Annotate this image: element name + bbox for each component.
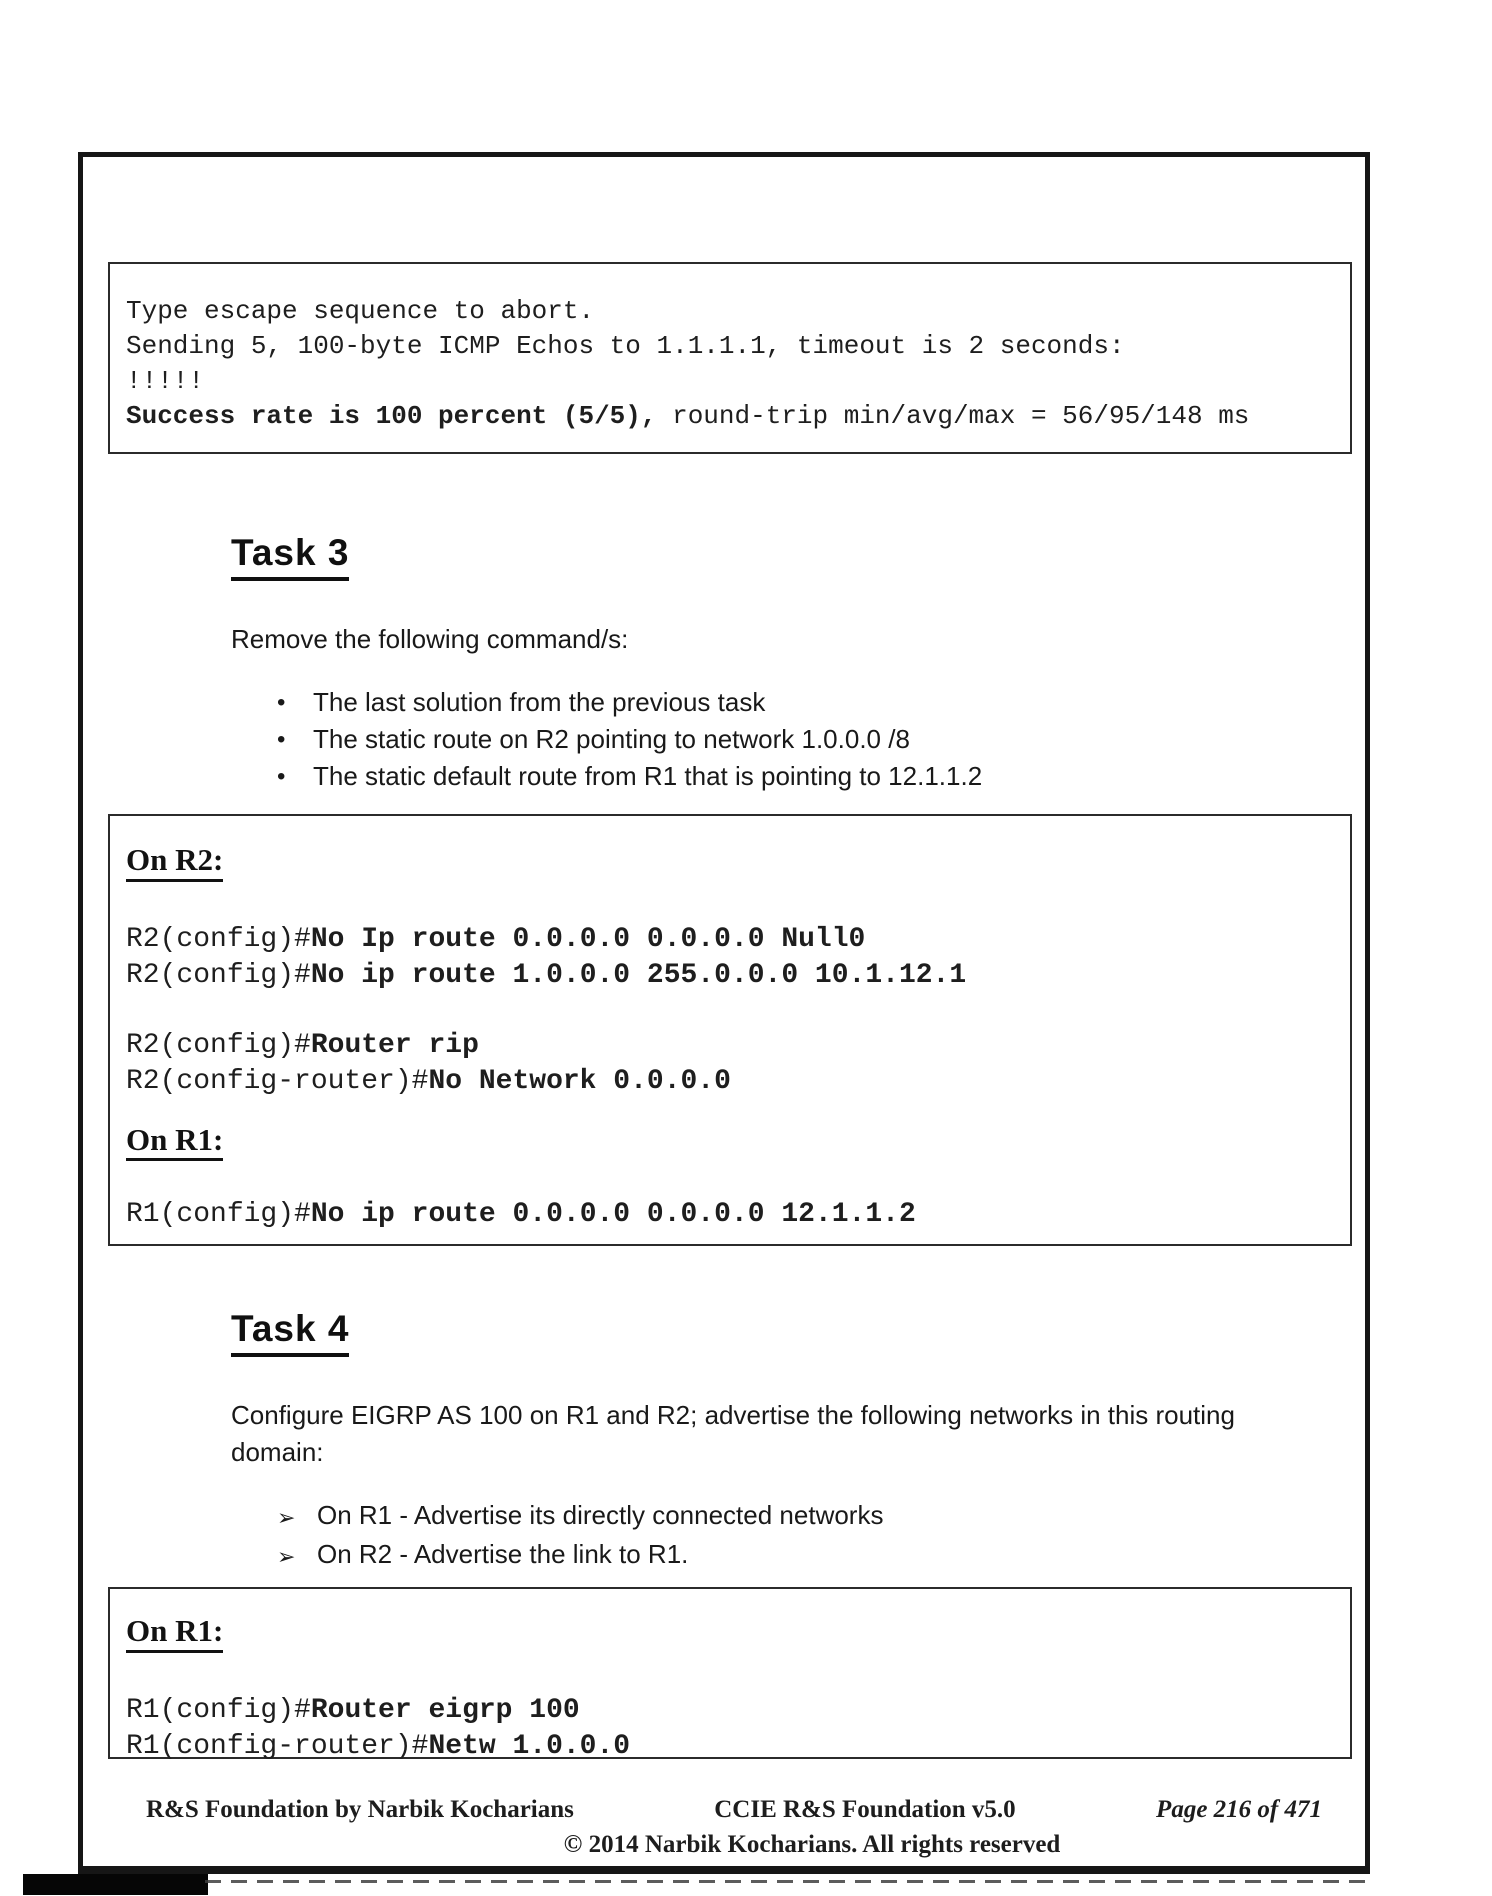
- task4-intro: [231, 1397, 1235, 1471]
- list-item: [277, 1536, 1235, 1575]
- cli-command: Router rip: [310, 1029, 479, 1061]
- cli-command: No Network 0.0.0.0: [428, 1065, 731, 1097]
- cli-prompt: R1(config)#: [126, 1199, 311, 1231]
- task4-title: Task 4: [231, 1308, 349, 1357]
- task3-bullet-list: [277, 684, 982, 795]
- terminal-line: Type escape sequence to abort.: [126, 296, 595, 326]
- bullet-text: The static default route from R1 that is pointing to 12.1.1.2: [313, 761, 983, 791]
- footer-row: [78, 1796, 1370, 1824]
- list-item: [277, 758, 982, 795]
- footer-copyright: © 2014 Narbik Kocharians. All rights reserved: [563, 1831, 1061, 1858]
- arrow-bullet-icon: ➢: [277, 1505, 296, 1530]
- page-footer: [78, 1796, 1370, 1859]
- bullet-icon: •: [277, 763, 286, 790]
- cli-command-line: [126, 922, 1342, 958]
- cli-command: Netw 1.0.0.0: [428, 1730, 631, 1762]
- bullet-text: On R2 - Advertise the link to R1.: [317, 1539, 689, 1569]
- cli-prompt: R2(config-router)#: [126, 1065, 429, 1097]
- task3-title: Task 3: [231, 532, 349, 581]
- success-rate-text: Success rate is 100 percent (5/5),: [126, 401, 657, 431]
- task4-solution-box: [108, 1587, 1352, 1762]
- cli-command-line: [126, 958, 1342, 994]
- bullet-icon: •: [277, 689, 286, 716]
- footer-book-title: R&S Foundation by Narbik Kocharians: [146, 1796, 574, 1823]
- bullet-text: The static route on R2 pointing to network 1.0.0.0 /8: [313, 724, 910, 754]
- cli-command-line: [126, 1028, 1342, 1064]
- bullet-text: The last solution from the previous task: [313, 687, 766, 717]
- cli-command: No Ip route 0.0.0.0 0.0.0.0 Null0: [310, 923, 866, 955]
- task4-bullet-list: [277, 1497, 1235, 1575]
- list-item: [277, 1497, 1235, 1536]
- cli-command: No ip route 0.0.0.0 0.0.0.0 12.1.1.2: [310, 1199, 916, 1231]
- cli-prompt: R2(config)#: [126, 1029, 311, 1061]
- terminal-line: !!!!!: [126, 366, 205, 396]
- task3-section: [231, 532, 982, 795]
- on-r2-heading: On R2:: [126, 842, 223, 882]
- cli-command-line: [126, 1693, 1342, 1729]
- cli-command-line: [126, 1729, 1342, 1765]
- on-r1-heading: On R1:: [126, 1613, 223, 1653]
- task4-intro-line2: domain:: [231, 1437, 324, 1467]
- cli-command: Router eigrp 100: [310, 1694, 580, 1726]
- task4-intro-line1: Configure EIGRP AS 100 on R1 and R2; advertise the following networks in this routing: [231, 1400, 1235, 1430]
- terminal-line: Sending 5, 100-byte ICMP Echos to 1.1.1.1, timeout is 2 seconds:: [126, 331, 1125, 361]
- task4-section: [231, 1308, 1235, 1575]
- bullet-text: On R1 - Advertise its directly connected networks: [317, 1500, 884, 1530]
- cli-prompt: R2(config)#: [126, 923, 311, 955]
- cli-prompt: R2(config)#: [126, 959, 311, 991]
- on-r1-heading: On R1:: [126, 1122, 223, 1162]
- terminal-line: [126, 399, 1342, 434]
- round-trip-text: round-trip min/avg/max = 56/95/148 ms: [656, 401, 1250, 431]
- arrow-bullet-icon: ➢: [277, 1544, 296, 1569]
- list-item: [277, 721, 982, 758]
- task3-solution-box: [108, 814, 1352, 1246]
- list-item: [277, 684, 982, 721]
- cli-command: No ip route 1.0.0.0 255.0.0.0 10.1.12.1: [310, 959, 967, 991]
- cli-command-line: [126, 1064, 1342, 1100]
- terminal-output-box: [108, 262, 1352, 454]
- scan-artifact-line: [205, 1880, 1373, 1883]
- task3-intro: Remove the following command/s:: [231, 624, 629, 654]
- footer-page-number: Page 216 of 471: [1156, 1796, 1322, 1823]
- bullet-icon: •: [277, 726, 286, 753]
- cli-prompt: R1(config-router)#: [126, 1730, 429, 1762]
- footer-edition: CCIE R&S Foundation v5.0: [714, 1796, 1016, 1823]
- cli-prompt: R1(config)#: [126, 1694, 311, 1726]
- scan-artifact-black-block: [23, 1874, 208, 1895]
- cli-command-line: [126, 1197, 1342, 1233]
